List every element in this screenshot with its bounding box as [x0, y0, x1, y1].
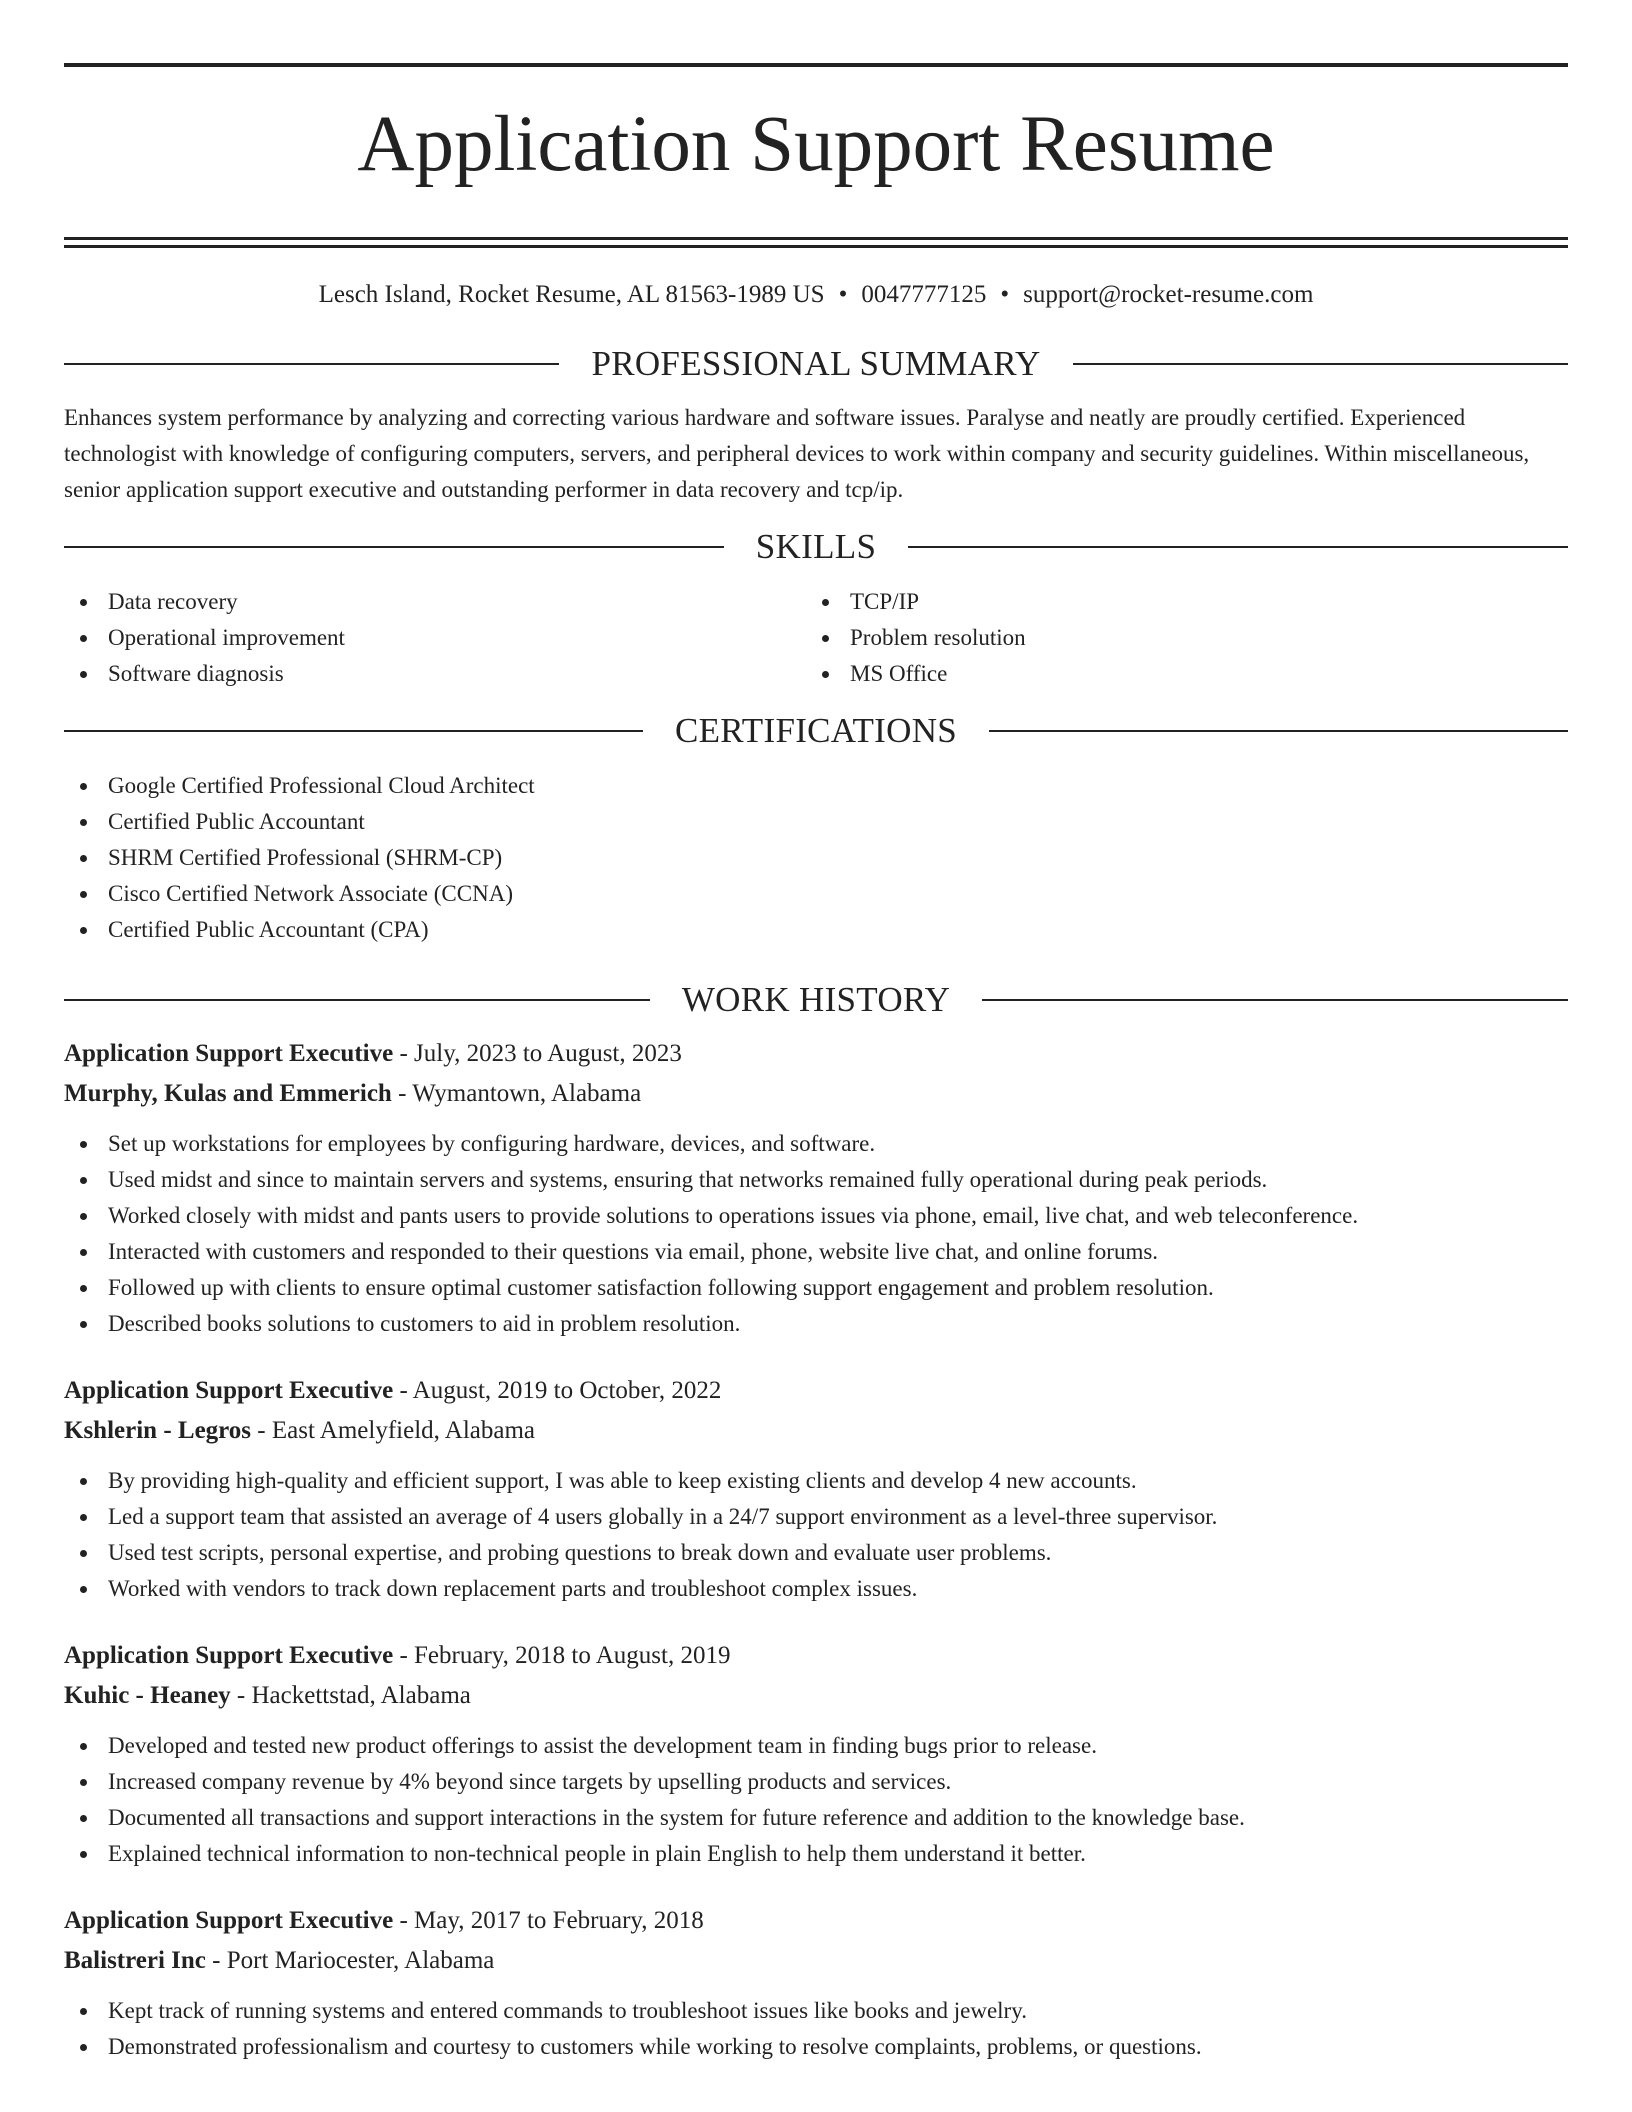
contact-separator: • — [838, 280, 848, 308]
section-heading-label: CERTIFICATIONS — [674, 710, 958, 750]
job-bullet: Increased company revenue by 4% beyond since targets by upselling products and services. — [64, 1764, 1568, 1800]
job-dates: May, 2017 to February, 2018 — [414, 1906, 704, 1934]
job-company-line: Kshlerin - Legros - East Amelyfield, Alabama — [64, 1416, 535, 1444]
skill-item: TCP/IP — [806, 584, 1548, 620]
job-title: Application Support Executive — [64, 1906, 394, 1934]
certifications-list — [64, 768, 1568, 948]
job-bullet: Set up workstations for employees by configuring hardware, devices, and software. — [64, 1126, 1568, 1162]
contact-phone: 0047777125 — [861, 280, 987, 308]
skills-list-right — [806, 584, 1548, 692]
job-bullet: Worked closely with midst and pants users to provide solutions to operations issues via phone, email, live chat, and web teleconference. — [64, 1198, 1568, 1234]
job-bullet: Used midst and since to maintain servers and systems, ensuring that networks remained fully operational during peak periods. — [64, 1162, 1568, 1198]
job-company-line: Murphy, Kulas and Emmerich - Wymantown, Alabama — [64, 1079, 642, 1107]
contact-email: support@rocket-resume.com — [1023, 280, 1314, 308]
job-bullet: Documented all transactions and support interactions in the system for future reference and addition to the knowledge base. — [64, 1800, 1568, 1836]
job-entry — [64, 1636, 1568, 1872]
job-entry — [64, 1901, 1568, 2065]
skills-list-left — [64, 584, 806, 692]
job-dates: February, 2018 to August, 2019 — [414, 1641, 731, 1669]
heading-rule-left — [64, 546, 724, 548]
job-title: Application Support Executive — [64, 1641, 394, 1669]
job-bullet: Demonstrated professionalism and courtesy to customers while working to resolve complaints, problems, or questions. — [64, 2029, 1568, 2065]
heading-rule-right — [982, 999, 1568, 1001]
job-bullets — [64, 1126, 1568, 1342]
certification-item: SHRM Certified Professional (SHRM-CP) — [64, 840, 1568, 876]
resume-title: Application Support Resume — [357, 101, 1275, 188]
section-heading-label: PROFESSIONAL SUMMARY — [591, 343, 1041, 383]
skill-item: Software diagnosis — [64, 656, 806, 692]
job-bullets — [64, 1728, 1568, 1872]
job-bullets — [64, 1993, 1568, 2065]
job-bullet: Described books solutions to customers to aid in problem resolution. — [64, 1306, 1568, 1342]
section-heading-skills — [64, 525, 1568, 569]
job-company: Kshlerin - Legros — [64, 1416, 252, 1444]
job-bullet: Explained technical information to non-technical people in plain English to help them understand it better. — [64, 1836, 1568, 1872]
job-bullet: Led a support team that assisted an average of 4 users globally in a 24/7 support environment as a level-three supervisor. — [64, 1499, 1568, 1535]
job-bullet: Kept track of running systems and entered commands to troubleshoot issues like books and jewelry. — [64, 1993, 1568, 2029]
skill-item: Operational improvement — [64, 620, 806, 656]
job-bullet: By providing high-quality and efficient support, I was able to keep existing clients and develop 4 new accounts. — [64, 1463, 1568, 1499]
contact-address: Lesch Island, Rocket Resume, AL 81563-1989 US — [318, 280, 825, 308]
skills-grid — [64, 584, 1568, 692]
heading-rule-left — [64, 363, 559, 365]
skill-item: Problem resolution — [806, 620, 1548, 656]
job-title-line: Application Support Executive - May, 2017 to February, 2018 — [64, 1906, 704, 1934]
job-location: Wymantown, Alabama — [412, 1079, 642, 1107]
certification-item: Certified Public Accountant — [64, 804, 1568, 840]
job-bullet: Developed and tested new product offerings to assist the development team in finding bugs prior to release. — [64, 1728, 1568, 1764]
resume-page — [64, 0, 1568, 2065]
heading-rule-right — [989, 730, 1568, 732]
job-company: Balistreri Inc — [64, 1946, 206, 1974]
contact-separator: • — [1000, 280, 1010, 308]
job-company: Murphy, Kulas and Emmerich — [64, 1079, 392, 1107]
section-heading-summary — [64, 342, 1568, 386]
top-rule — [64, 63, 1568, 67]
title-double-rule — [64, 237, 1568, 248]
job-bullet: Followed up with clients to ensure optimal customer satisfaction following support engagement and problem resolution. — [64, 1270, 1568, 1306]
section-heading-label: WORK HISTORY — [681, 979, 951, 1019]
job-entry — [64, 1371, 1568, 1607]
job-title-line: Application Support Executive - July, 2023 to August, 2023 — [64, 1039, 682, 1067]
heading-rule-right — [1073, 363, 1568, 365]
job-title: Application Support Executive — [64, 1039, 394, 1067]
heading-rule-left — [64, 730, 643, 732]
job-location: Port Mariocester, Alabama — [226, 1946, 495, 1974]
job-location: East Amelyfield, Alabama — [271, 1416, 535, 1444]
job-bullet: Worked with vendors to track down replacement parts and troubleshoot complex issues. — [64, 1571, 1568, 1607]
job-bullet: Used test scripts, personal expertise, and probing questions to break down and evaluate user problems. — [64, 1535, 1568, 1571]
job-company-line: Kuhic - Heaney - Hackettstad, Alabama — [64, 1681, 471, 1709]
certification-item: Google Certified Professional Cloud Architect — [64, 768, 1568, 804]
job-title-line: Application Support Executive - February, 2018 to August, 2019 — [64, 1641, 731, 1669]
job-dates: July, 2023 to August, 2023 — [414, 1039, 682, 1067]
section-heading-certifications — [64, 709, 1568, 753]
job-location: Hackettstad, Alabama — [251, 1681, 471, 1709]
contact-line — [64, 278, 1568, 312]
job-bullets — [64, 1463, 1568, 1607]
job-title: Application Support Executive — [64, 1376, 394, 1404]
job-title-line: Application Support Executive - August, 2019 to October, 2022 — [64, 1376, 722, 1404]
certification-item: Cisco Certified Network Associate (CCNA) — [64, 876, 1568, 912]
job-company: Kuhic - Heaney — [64, 1681, 231, 1709]
section-heading-label: SKILLS — [755, 526, 877, 566]
heading-rule-left — [64, 999, 650, 1001]
job-bullet: Interacted with customers and responded to their questions via email, phone, website live chat, and online forums. — [64, 1234, 1568, 1270]
job-entry — [64, 1034, 1568, 1342]
job-company-line: Balistreri Inc - Port Mariocester, Alabama — [64, 1946, 495, 1974]
job-dates: August, 2019 to October, 2022 — [412, 1376, 722, 1404]
summary-text: Enhances system performance by analyzing and correcting various hardware and software issues. Paralyse and neatly are proudly certified. Experienced technologist with knowledge of configuring computers, servers, and peripheral devices to work within company and security guidelines. Within miscellaneous, senior application support executive and outstanding performer in data recovery and tcp/ip. — [64, 404, 1530, 502]
section-heading-work-history — [64, 978, 1568, 1022]
skill-item: Data recovery — [64, 584, 806, 620]
certification-item: Certified Public Accountant (CPA) — [64, 912, 1568, 948]
skill-item: MS Office — [806, 656, 1548, 692]
heading-rule-right — [908, 546, 1568, 548]
